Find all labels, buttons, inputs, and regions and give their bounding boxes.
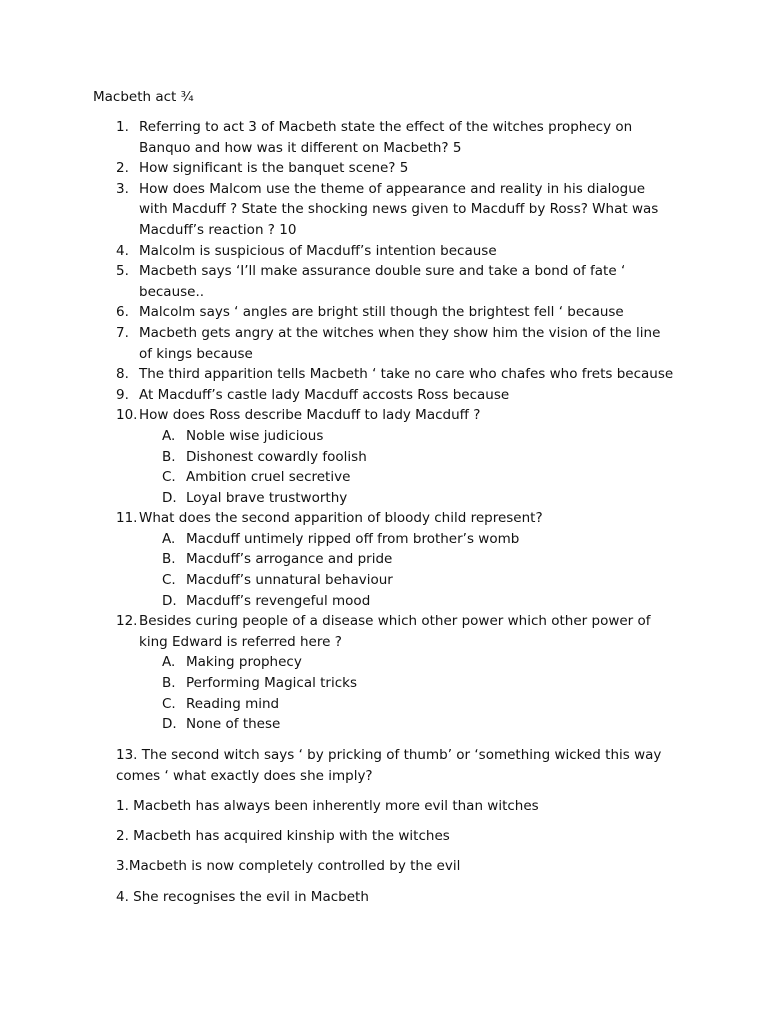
question-number: 12. <box>116 613 138 630</box>
option-item <box>139 591 676 612</box>
option-text: Loyal brave trustworthy <box>186 489 348 506</box>
option-text: Reading mind <box>186 695 280 712</box>
option-letter: A. <box>162 427 176 444</box>
question-number: 1. <box>116 119 129 135</box>
option-item <box>139 488 676 509</box>
option-text: Ambition cruel secretive <box>186 469 351 486</box>
answer-item: 4. She recognises the evil in Macbeth <box>116 889 369 905</box>
question-item <box>0 261 768 302</box>
question-item <box>0 611 768 735</box>
option-item <box>139 426 676 447</box>
answer-item: 1. Macbeth has always been inherently more evil than witches <box>116 798 539 814</box>
option-letter: D. <box>162 592 177 609</box>
question-text: How does Ross describe Macduff to lady Macduff ? <box>139 407 481 424</box>
option-item <box>139 673 676 694</box>
question-item <box>0 179 768 241</box>
question-item <box>0 241 768 262</box>
question-item <box>0 364 768 385</box>
question-number: 3. <box>116 180 129 197</box>
option-letter: B. <box>162 675 176 692</box>
question-text: How does Malcom use the theme of appearance and reality in his dialogue with Macduff ? State the shocking news given to Macduff by Ross? What was Macduff’s reaction ? 10 <box>139 180 659 238</box>
question-text: Malcolm is suspicious of Macduff’s intention because <box>139 242 497 259</box>
question-text: How significant is the banquet scene? 5 <box>139 160 409 177</box>
option-text: Macduff’s arrogance and pride <box>186 551 393 568</box>
option-letter: A. <box>162 654 176 671</box>
question-text: Malcolm says ‘ angles are bright still though the brightest fell ‘ because <box>139 304 624 321</box>
answer-item: 3.Macbeth is now completely controlled by the evil <box>116 858 461 874</box>
question-item <box>0 405 768 508</box>
option-item <box>139 714 676 735</box>
option-item <box>139 529 676 550</box>
question-text: Referring to act 3 of Macbeth state the effect of the witches prophecy on Banquo and how was it different on Macbeth? 5 <box>139 119 633 156</box>
question-item <box>0 158 768 179</box>
answer-item: 2. Macbeth has acquired kinship with the witches <box>116 828 450 844</box>
option-letter: C. <box>162 572 176 589</box>
question-text: Besides curing people of a disease which other power which other power of king Edward is referred here ? <box>139 613 651 650</box>
option-letter: D. <box>162 716 177 733</box>
question-item <box>0 385 768 406</box>
option-item <box>139 652 676 673</box>
option-list <box>139 529 676 611</box>
question-number: 2. <box>116 160 129 177</box>
question-number: 8. <box>116 366 129 383</box>
question-item <box>0 508 768 611</box>
question-number: 10. <box>116 407 138 424</box>
document-title: Macbeth act ¾ <box>93 89 194 105</box>
option-list <box>139 426 676 508</box>
option-item <box>139 549 676 570</box>
question-number: 6. <box>116 304 129 321</box>
question-item <box>0 323 768 364</box>
question-text: Macbeth gets angry at the witches when they show him the vision of the line of kings because <box>139 324 661 362</box>
question-text: What does the second apparition of bloody child represent? <box>139 510 543 527</box>
option-text: Dishonest cowardly foolish <box>186 448 367 465</box>
question-list <box>0 117 768 735</box>
option-text: Macduff’s revengeful mood <box>186 592 371 609</box>
question-text: Macbeth says ‘I’ll make assurance double sure and take a bond of fate ‘ because.. <box>139 263 626 300</box>
question-text: At Macduff’s castle lady Macduff accosts Ross because <box>139 386 510 403</box>
question-number: 4. <box>116 242 129 259</box>
option-text: Macduff untimely ripped off from brother’s womb <box>186 530 520 547</box>
question-number: 5. <box>116 263 129 280</box>
option-letter: C. <box>162 469 176 486</box>
option-item <box>139 467 676 488</box>
option-letter: C. <box>162 695 176 712</box>
option-letter: A. <box>162 530 176 547</box>
option-text: None of these <box>186 716 281 733</box>
option-text: Performing Magical tricks <box>186 675 358 692</box>
option-item <box>139 694 676 715</box>
question-13-text: 13. The second witch says ‘ by pricking of thumb’ or ‘something wicked this way comes ‘ what exactly does she imply? <box>116 747 662 784</box>
question-item <box>0 302 768 323</box>
option-letter: B. <box>162 551 176 568</box>
option-letter: D. <box>162 489 177 506</box>
option-text: Making prophecy <box>186 654 302 671</box>
option-text: Macduff’s unnatural behaviour <box>186 572 393 589</box>
option-text: Noble wise judicious <box>186 427 324 444</box>
question-item <box>0 117 768 158</box>
question-number: 7. <box>116 324 129 341</box>
question-number: 11. <box>116 510 138 527</box>
question-number: 9. <box>116 386 129 403</box>
option-list <box>139 652 676 734</box>
question-text: The third apparition tells Macbeth ‘ take no care who chafes who frets because <box>139 366 674 383</box>
option-letter: B. <box>162 448 176 465</box>
option-item <box>139 447 676 468</box>
option-item <box>139 570 676 591</box>
